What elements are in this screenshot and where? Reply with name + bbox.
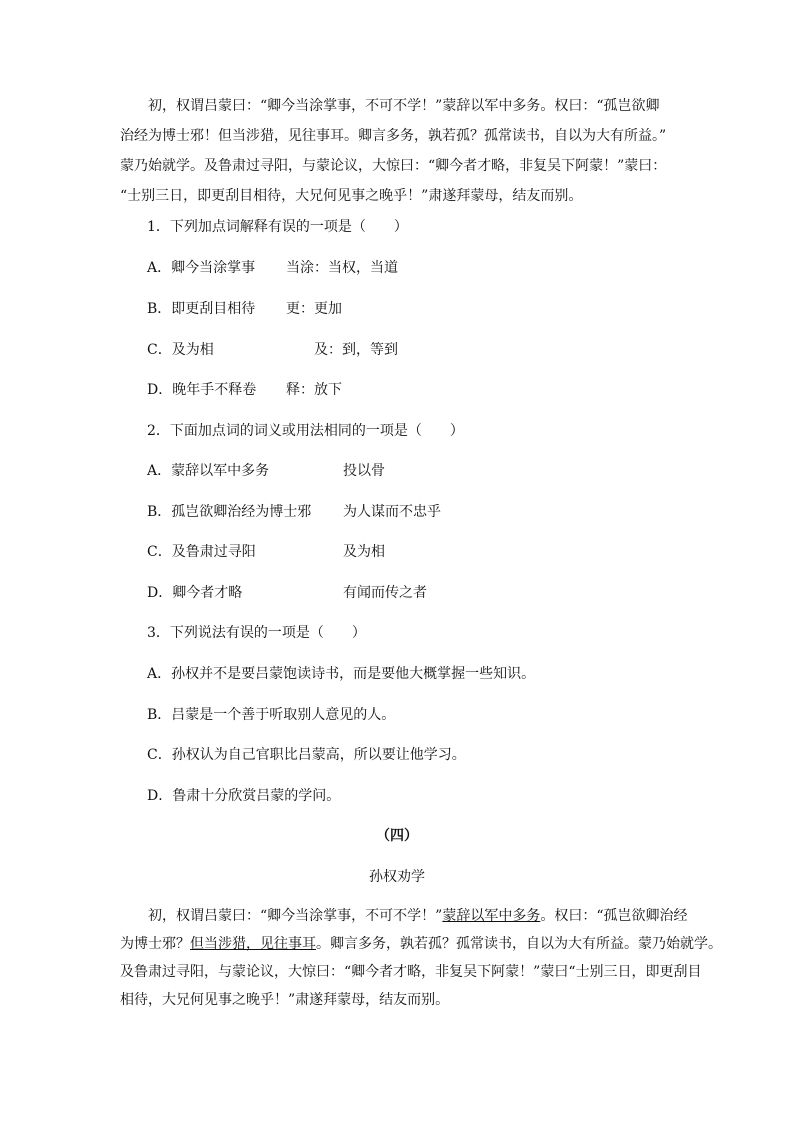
q2-option-a-compare: 投以骨 xyxy=(343,463,385,479)
q2-option-d-compare: 有闻而传之者 xyxy=(343,585,427,601)
passage-2-line: 及鲁肃过寻阳，与蒙论议，大惊曰：“卿今者才略，非复吴下阿蒙！”蒙曰“士别三日，即更刮目 xyxy=(120,964,702,980)
question-2-stem: 2．下面加点词的词义或用法相同的一项是（ ） xyxy=(147,423,464,439)
section-title: 孙权劝学 xyxy=(369,869,425,885)
passage-2-text: 初，权谓吕蒙曰：“卿今当涂掌事，不可不学！” xyxy=(148,908,443,924)
passage-2-text: 。权曰：“孤岂欲卿治经 xyxy=(540,908,688,924)
q2-option-c-label: C．及鲁肃过寻阳 xyxy=(147,544,256,560)
q1-option-c-label: C．及为相 xyxy=(147,342,214,358)
question-1-stem: 1．下列加点词解释有误的一项是（ ） xyxy=(147,219,408,235)
passage-1 xyxy=(120,91,680,211)
q1-option-a-explain: 当涂：当权，当道 xyxy=(286,260,398,276)
passage-1-line: “士别三日，即更刮目相待，大兄何见事之晚乎！”肃遂拜蒙母，结友而别。 xyxy=(120,188,583,204)
q1-option-b-label: B．即更刮目相待 xyxy=(147,301,256,317)
q2-option-b-label: B．孤岂欲卿治经为博士邪 xyxy=(147,504,312,520)
passage-2-line: 相待，大兄何见事之晚乎！”肃遂拜蒙母，结友而别。 xyxy=(120,992,450,1008)
passage-2-text: 。卿言多务，孰若孤？孤常读书，自以为大有所益。蒙乃始就学。 xyxy=(316,936,722,952)
q3-option-c: C．孙权认为自己官职比吕蒙高，所以要让他学习。 xyxy=(147,747,466,763)
q2-option-d-label: D．卿今者才略 xyxy=(147,585,243,601)
q1-option-b-explain: 更：更加 xyxy=(286,301,342,317)
q1-option-a-label: A．卿今当涂掌事 xyxy=(147,260,256,276)
q2-option-c-compare: 及为相 xyxy=(343,544,385,560)
passage-2-line xyxy=(120,934,722,954)
section-number: （四） xyxy=(376,828,418,844)
question-3-stem: 3．下列说法有误的一项是（ ） xyxy=(147,625,366,641)
q1-option-d-explain: 释：放下 xyxy=(286,382,342,398)
q1-option-d-label: D．晚年手不释卷 xyxy=(147,382,257,398)
q2-option-b-compare: 为人谋而不忠乎 xyxy=(343,504,441,520)
passage-1-line: 蒙乃始就学。及鲁肃过寻阳，与蒙论议，大惊曰：“卿今者才略，非复吴下阿蒙！”蒙曰： xyxy=(120,158,667,174)
passage-2-line xyxy=(148,906,688,926)
passage-2-underlined-phrase: 但当涉猎，见往事耳 xyxy=(190,936,316,952)
passage-1-line: 治经为博士邪！但当涉猎，见往事耳。卿言多务，孰若孤？孤常读书，自以为大有所益。” xyxy=(120,128,667,144)
q3-option-a: A．孙权并不是要吕蒙饱读诗书，而是要他大概掌握一些知识。 xyxy=(147,666,536,682)
passage-1-line: 初，权谓吕蒙曰：“卿今当涂掌事，不可不学！”蒙辞以军中多务。权曰：“孤岂欲卿 xyxy=(148,98,660,114)
q3-option-d: D．鲁肃十分欣赏吕蒙的学问。 xyxy=(147,788,341,804)
passage-2-text: 为博士邪？ xyxy=(120,936,190,952)
q1-option-c-explain: 及：到，等到 xyxy=(314,342,398,358)
q2-option-a-label: A．蒙辞以军中多务 xyxy=(147,463,270,479)
passage-2-underlined-phrase: 蒙辞以军中多务 xyxy=(442,908,541,924)
q3-option-b: B．吕蒙是一个善于听取别人意见的人。 xyxy=(147,707,396,723)
